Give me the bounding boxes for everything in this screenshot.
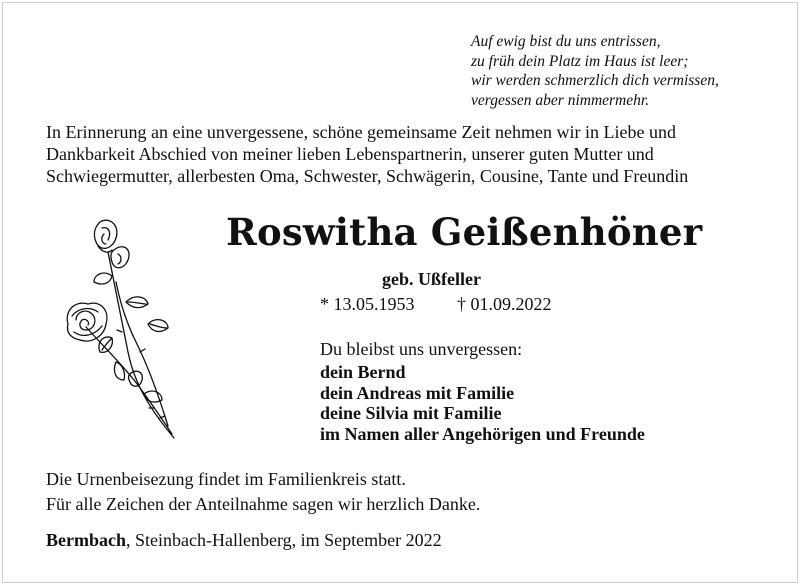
poem-line: wir werden schmerzlich dich vermissen, <box>471 72 719 89</box>
life-dates <box>320 294 552 315</box>
mourner-name: deine Silvia mit Familie <box>320 403 502 423</box>
birth-date: * 13.05.1953 <box>320 294 415 314</box>
footer-line: Die Urnenbeisezung findet im Familienkreis statt. <box>46 469 406 489</box>
death-date: † 01.09.2022 <box>457 294 552 314</box>
intro-line: In Erinnerung an eine unvergessene, schöne gemeinsame Zeit nehmen wir in Liebe und <box>46 122 676 142</box>
poem-line: Auf ewig bist du uns entrissen, <box>471 33 661 50</box>
poem-line: vergessen aber nimmermehr. <box>471 91 650 109</box>
place-date-line <box>46 530 442 551</box>
memorial-poem <box>471 32 719 110</box>
mourners-list <box>320 362 645 444</box>
intro-text <box>46 121 766 187</box>
mourner-name: im Namen aller Angehörigen und Freunde <box>320 423 645 444</box>
place-rest: , Steinbach-Hallenberg, im September 2022 <box>126 530 442 550</box>
place-town: Bermbach <box>46 530 126 550</box>
intro-line: Dankbarkeit Abschied von meiner lieben Lebenspartnerin, unserer guten Mutter und <box>46 144 654 164</box>
maiden-name: geb. Ußfeller <box>382 269 481 289</box>
mourner-name: dein Andreas mit Familie <box>320 382 515 403</box>
mourners-intro: Du bleibst uns unvergessen: <box>320 339 523 359</box>
poem-line: zu früh dein Platz im Haus ist leer; <box>471 52 689 70</box>
rose-icon <box>56 212 196 444</box>
footer-text <box>46 467 480 517</box>
footer-line: Für alle Zeichen der Anteilnahme sagen wir herzlich Danke. <box>46 494 481 514</box>
mourner-name: dein Bernd <box>320 362 406 382</box>
intro-line: Schwiegermutter, allerbesten Oma, Schwester, Schwägerin, Cousine, Tante und Freundin <box>46 166 689 186</box>
deceased-name: Roswitha Geißenhöner <box>226 210 703 254</box>
